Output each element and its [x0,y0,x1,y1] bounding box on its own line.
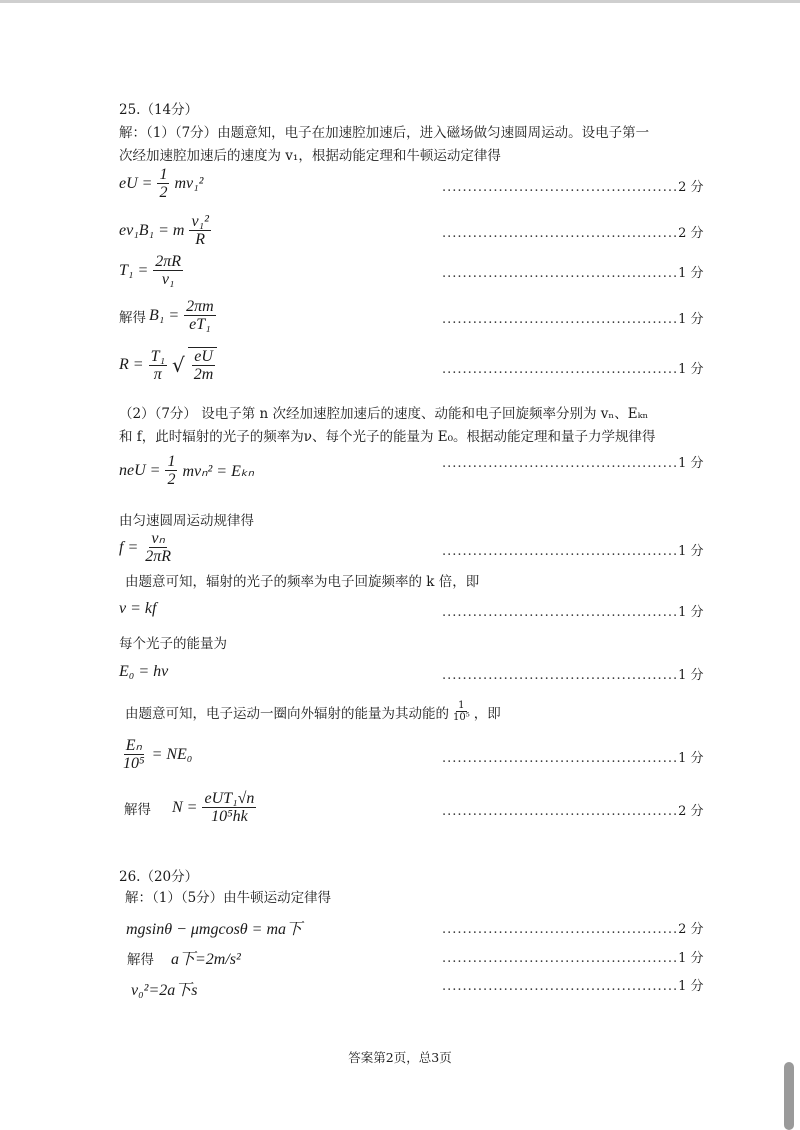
eq-lorentz: ev₁B₁ = m $\frac{\text{v₁²}}{R}$ [119,213,209,248]
q25-intro-2: 次经加速腔加速后的速度为 v₁，根据动能定理和牛顿运动定律得 [119,148,501,164]
text-photon-energy: 每个光子的能量为 [119,636,227,652]
page-footer: 答案第2页，总3页 [348,1050,452,1065]
eq-acceleration: 解得 a下=2m/s² [127,951,241,968]
points: ..............................................1 分 [442,979,704,994]
eq-radius: R = $\frac{\text{T₁}}{\pi}$ √ $\frac{eU}{2m}$ [119,347,217,383]
q25-title: 25.（14分） [119,102,199,118]
points: ..............................................1 分 [442,266,704,281]
points: ..............................................2 分 [442,804,704,819]
eq-energy: eU = $\frac{1}{2}$ mv₁² [119,166,204,201]
points: ..............................................1 分 [442,751,704,766]
eq-period: T₁ = $\frac{2\pi R}{\text{v₁}}$ [119,253,182,288]
q26-title: 26.（20分） [119,869,199,885]
part2-text-2: 和 f，此时辐射的光子的频率为ν、每个光子的能量为 E₀。根据动能定理和量子力学规律得 [119,429,656,445]
eq-nu: ν = kf [119,600,157,617]
points: ..............................................1 分 [442,605,704,620]
eq-e0: E₀ = hν [119,663,169,680]
eq-frequency: f = $\frac{\text{vₙ}}{2\pi R}$ [119,530,172,565]
points: ..............................................1 分 [442,312,704,327]
text-radiated: 由题意可知，电子运动一圈向外辐射的能量为其动能的 $\frac{1}{\text{10⁵}}$ ，即 [125,700,501,723]
points: ..............................................1 分 [442,456,704,471]
eq-kinetic-n: neU = $\frac{1}{2}$ mvₙ² = Eₖₙ [119,453,255,488]
points: ..............................................2 分 [442,180,704,195]
top-bar [0,0,800,3]
points: ..............................................2 分 [442,922,704,937]
q26-intro: 解：（1）（5分）由牛顿运动定律得 [125,890,332,906]
eq-energy-ratio: $\frac{\text{Eₙ}}{\text{10⁵}}$ = NE₀ [123,737,193,772]
eq-b1: 解得 B₁ = $\frac{2\pi m}{\text{eT₁}}$ [119,298,214,333]
eq-kinematics: v₀²=2a下s [131,982,198,999]
points: ..............................................2 分 [442,226,704,241]
q25-intro-1: 解：（1）（7分）由题意知，电子在加速腔加速后，进入磁场做匀速圆周运动。设电子第一 [119,125,650,141]
text-circular: 由匀速圆周运动规律得 [119,513,254,529]
part2-text-1: （2）（7分） 设电子第 n 次经加速腔加速后的速度、动能和电子回旋频率分别为 vₙ、Eₖₙ [119,406,649,422]
eq-newton: mgsinθ − μmgcosθ = ma下 [126,921,303,938]
text-k-times: 由题意可知，辐射的光子的频率为电子回旋频率的 k 倍，即 [125,574,480,590]
scrollbar[interactable] [784,1062,794,1130]
eq-n-result: 解得 N = $\frac{\text{eUT₁√n}}{\text{10⁵hk}}$ [124,790,255,825]
points: ..............................................1 分 [442,362,704,377]
points: ..............................................1 分 [442,668,704,683]
points: ..............................................1 分 [442,951,704,966]
points: ..............................................1 分 [442,544,704,559]
